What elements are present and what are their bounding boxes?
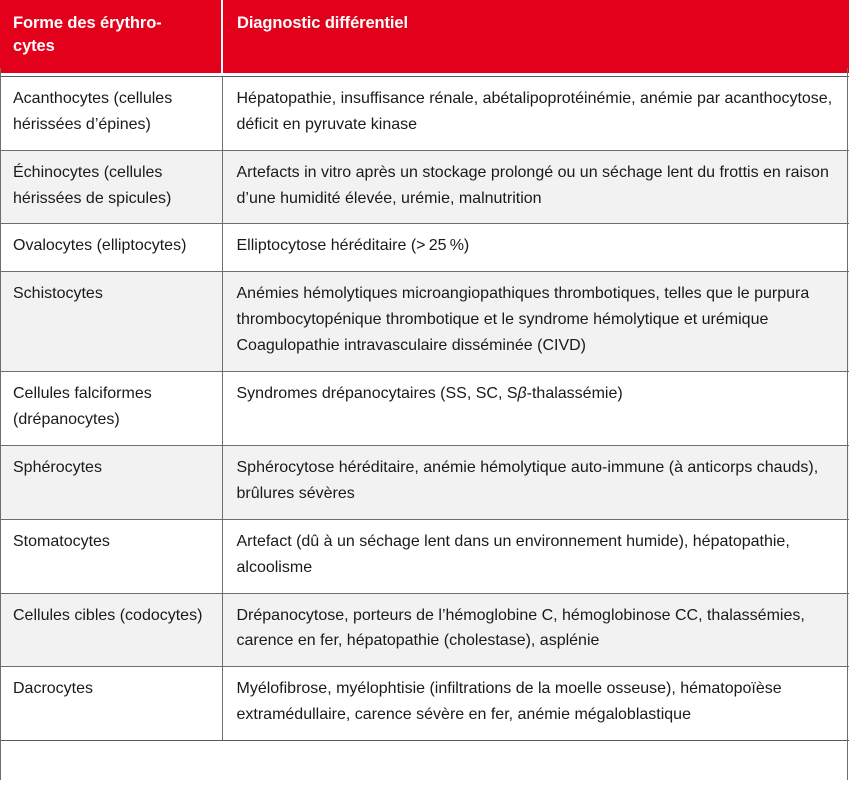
table-row: [0, 224, 849, 272]
column-header-forme-line1: Forme des érythro-: [13, 14, 162, 32]
table-header: [0, 0, 849, 73]
header-row: [0, 0, 849, 73]
erythrocyte-shape-label: Stomatocytes: [13, 532, 110, 550]
cell-diagnostic: [222, 272, 849, 372]
column-header-diagnostic-line1: Diagnostic différentiel: [237, 14, 408, 32]
erythrocyte-shape-label: Dacrocytes: [13, 680, 94, 698]
cell-diagnostic: [222, 667, 849, 741]
table-row: [0, 372, 849, 446]
cell-diagnostic: [222, 76, 849, 150]
table-body: [0, 73, 849, 741]
diagnostic-entry: Sphérocytose héréditaire, anémie hémolytique auto-immune (à anticorps chauds), brûlures sévères: [236, 458, 819, 502]
cell-diagnostic: [222, 519, 849, 593]
diagnostic-entry: Anémies hémolytiques microangiopathiques thrombotiques, telles que le purpura thrombocytopénique thrombotique et le syndrome hémolytique et urémique: [236, 285, 810, 329]
table-row: [0, 519, 849, 593]
cell-forme: [0, 445, 222, 519]
column-header-forme: [0, 0, 222, 73]
cell-diagnostic: [222, 445, 849, 519]
erythrocyte-shape-label: Ovalocytes (elliptocytes): [13, 237, 187, 255]
diagnostic-entry: Coagulopathie intravasculaire disséminée (CIVD): [236, 337, 586, 355]
column-header-diagnostic: [222, 0, 849, 73]
column-header-forme-line2: cytes: [13, 37, 55, 56]
cell-diagnostic: [222, 593, 849, 667]
erythrocyte-shape-label: Échinocytes (cellules hérissées de spicules): [13, 163, 172, 207]
table-row: [0, 76, 849, 150]
cell-forme: [0, 272, 222, 372]
erythrocyte-shape-label: Sphérocytes: [13, 458, 102, 476]
erythrocyte-shape-label: Schistocytes: [13, 285, 103, 303]
cell-forme: [0, 667, 222, 741]
erythrocyte-shape-label: Cellules cibles (codocytes): [13, 606, 203, 624]
diagnostic-entry: Artefacts in vitro après un stockage prolongé ou un séchage lent du frottis en raison d’une humidité élevée, urémie, malnutrition: [236, 163, 829, 207]
cell-forme: [0, 519, 222, 593]
table-row: [0, 272, 849, 372]
diagnostic-entry: Elliptocytose héréditaire (> 25 %): [236, 237, 470, 255]
cell-diagnostic: [222, 150, 849, 224]
cell-forme: [0, 593, 222, 667]
cell-forme: [0, 224, 222, 272]
table-left-border: [0, 68, 1, 780]
table-row: [0, 593, 849, 667]
diagnostic-entry: Artefact (dû à un séchage lent dans un environnement humide), hépatopathie, alcoolisme: [236, 532, 790, 576]
diagnostic-entry: Drépanocytose, porteurs de l’hémoglobine C, hémoglobinose CC, thalassémies, carence en fer, hépatopathie (cholestase), asplénie: [236, 606, 805, 650]
table-row: [0, 150, 849, 224]
erythrocyte-shape-label: Cellules falciformes (drépanocytes): [13, 385, 152, 428]
table-row: [0, 445, 849, 519]
cell-diagnostic: [222, 372, 849, 446]
diagnostic-entry: Hépatopathie, insuffisance rénale, abétalipoprotéinémie, anémie par acanthocytose, déficit en pyruvate kinase: [236, 89, 833, 133]
cell-forme: [0, 372, 222, 446]
table-row: [0, 667, 849, 741]
cell-forme: [0, 76, 222, 150]
cell-forme: [0, 150, 222, 224]
diagnostic-entry: Myélofibrose, myélophtisie (infiltrations de la moelle osseuse), hématopoïèse extramédullaire, carence sévère en fer, anémie mégaloblastique: [236, 680, 782, 724]
cell-diagnostic: [222, 224, 849, 272]
diagnostic-entry: Syndromes drépanocytaires (SS, SC, Sβ-thalassémie): [236, 385, 623, 403]
table-right-border: [847, 68, 848, 780]
erythrocyte-shape-label: Acanthocytes (cellules hérissées d’épines): [13, 89, 173, 133]
